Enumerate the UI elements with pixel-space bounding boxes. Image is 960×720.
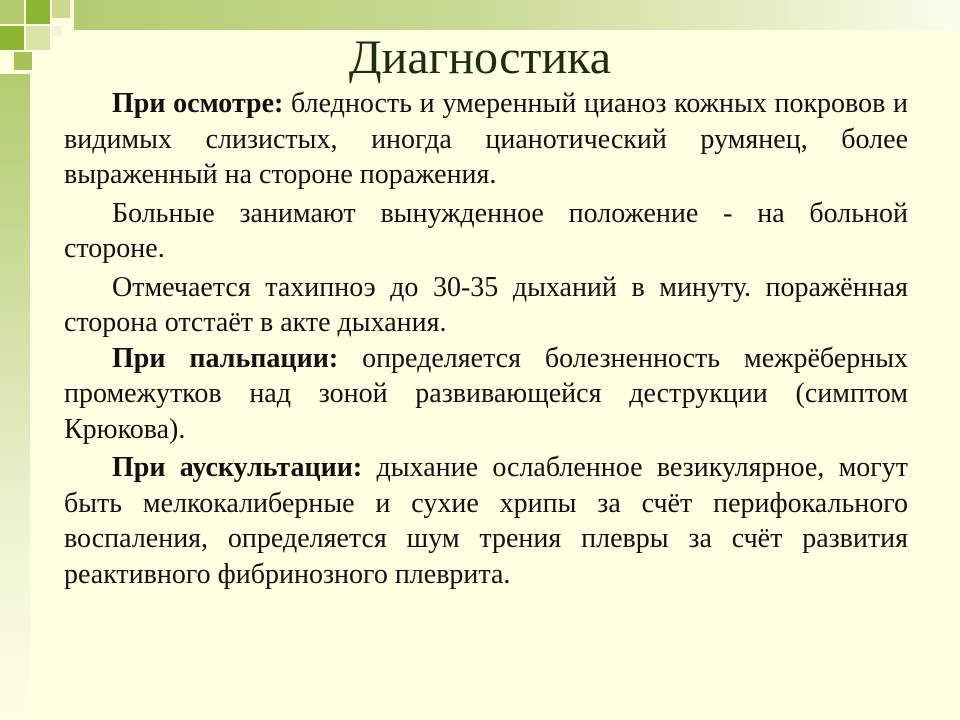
paragraph-text: определяется болезненность межрёберных промежутков над зоной развивающейся деструкции (симптом Крюкова).	[64, 342, 909, 445]
paragraph-auscultation	[64, 450, 908, 592]
paragraph-lead: При пальпации:	[112, 342, 339, 374]
paragraph-lead: При осмотре:	[112, 88, 284, 119]
paragraph-tachypnea	[64, 270, 908, 341]
paragraph-palpation	[64, 341, 908, 448]
paragraph-inspection	[64, 86, 908, 193]
paragraph-text: Больные занимают вынужденное положение - на больной стороне.	[64, 197, 908, 264]
decorative-square	[52, 0, 70, 18]
slide-body	[64, 86, 908, 592]
paragraph-lead: При аускультации:	[112, 452, 363, 483]
decorative-square	[0, 0, 24, 24]
decorative-top-bar	[74, 0, 960, 30]
paragraph-position	[64, 196, 908, 267]
slide-title: Диагностика	[348, 31, 612, 84]
paragraph-text: Отмечается тахипноэ до 30-35 дыханий в минуту. поражённая сторона отстаёт в акте дыхания.	[64, 271, 908, 338]
decorative-left-bar	[0, 74, 30, 720]
paragraph-text: бледность и умеренный цианоз кожных покровов и видимых слизистых, иногда цианотический румянец, более выраженный на стороне поражения.	[64, 88, 908, 190]
decorative-square	[26, 0, 50, 24]
paragraph-text: дыхание ослабленное везикулярное, могут быть мелкокалиберные и сухие хрипы за счёт перифокального воспаления, определяется шум трения плевры за счёт развития реактивного фибринозного плеврита.	[64, 452, 909, 590]
